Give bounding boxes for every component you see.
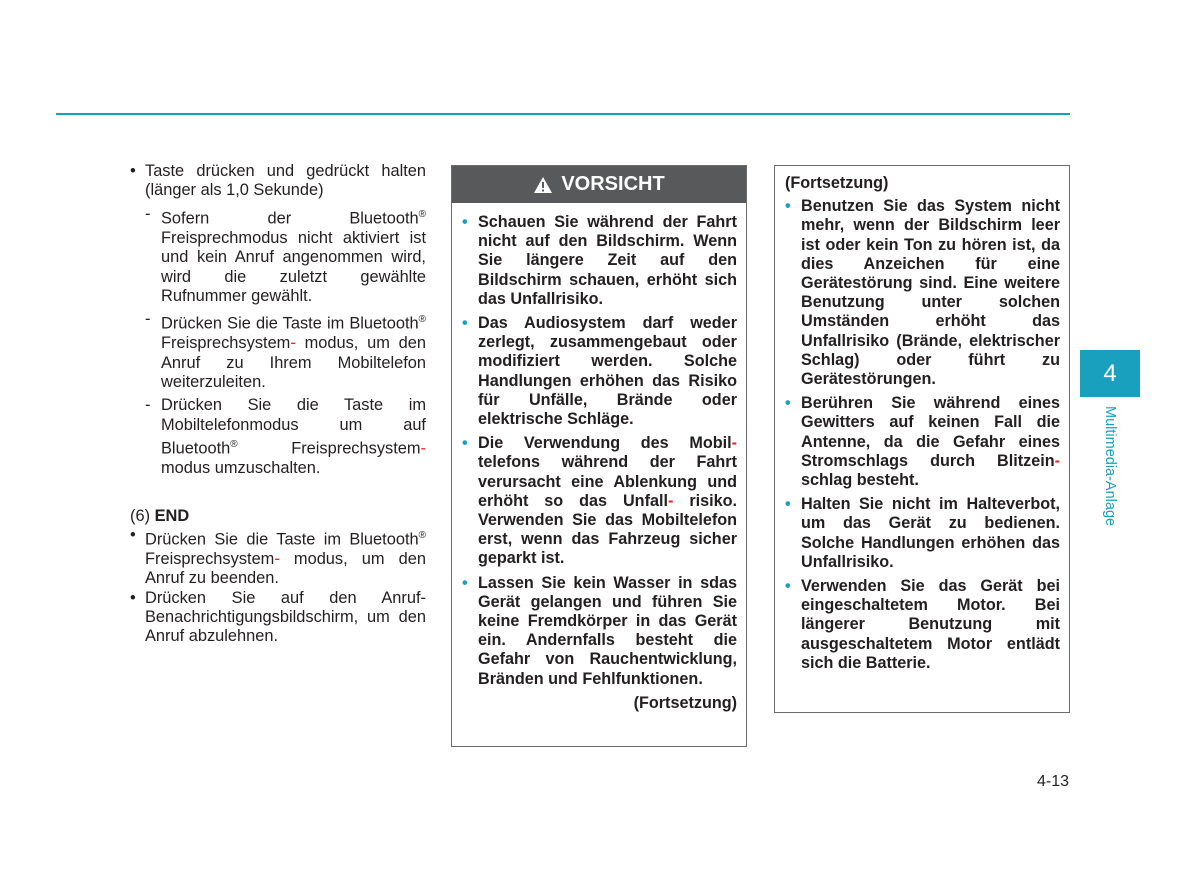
- hyphen-mark: -: [274, 549, 280, 568]
- section-heading: [130, 507, 426, 526]
- sub-item-text: modus, um den Anruf zu Ihrem Mobiltelefon weiterzuleiten.: [161, 334, 426, 391]
- section-title: END: [154, 506, 190, 525]
- hyphen-mark: -: [667, 491, 674, 510]
- warning-item: [785, 197, 1060, 389]
- registered-mark: ®: [418, 314, 426, 326]
- page-number: 4-13: [1036, 773, 1069, 790]
- hyphen-mark: -: [420, 439, 426, 458]
- hyphen-mark: -: [1054, 451, 1060, 470]
- section-number: (6): [130, 506, 155, 525]
- warning-text: Berühren Sie während eines Gewitters auf keinen Fall die Antenne, da die Gefahr eines Stromschlags durch Blitzein: [801, 394, 1060, 470]
- sub-list-item: [130, 205, 426, 307]
- hyphen-mark: -: [731, 434, 737, 453]
- bullet-text: Freisprechsystem: [145, 549, 275, 568]
- warning-text: risiko. Verwenden Sie das Mobiltelefon erst, wenn das Fahrzeug sicher geparkt ist.: [478, 491, 737, 568]
- registered-mark: ®: [230, 439, 238, 451]
- bullet-marker: •: [785, 394, 791, 413]
- list-item: [130, 526, 426, 589]
- dash-marker: -: [145, 310, 151, 329]
- warning-text: telefons während der Fahrt verursacht eine Ablenkung und erhöht so das Unfall: [478, 453, 737, 510]
- warning-text: Schauen Sie während der Fahrt nicht auf den Bildschirm. Wenn Sie längere Zeit auf den Bildschirm schauen, erhöht sich das Unfallrisiko.: [478, 213, 737, 308]
- sub-item-text: Sofern der Bluetooth: [161, 209, 419, 228]
- chapter-tab: [1080, 350, 1140, 397]
- warning-item: [462, 574, 737, 689]
- continued-note: (Fortsetzung): [633, 693, 737, 712]
- bullet-text: Taste drücken und gedrückt halten (länger als 1,0 Sekunde): [145, 162, 426, 200]
- warning-text: schlag besteht.: [801, 471, 919, 490]
- hyphen-mark: -: [290, 334, 296, 353]
- sub-item-text: Freisprechsystem: [237, 439, 421, 458]
- warning-text: Lassen Sie kein Wasser in sdas Gerät gelangen und führen Sie keine Fremdkörper in das Gerät ein. Andernfalls besteht die Gefahr von Rauchentwicklung, Bränden und Fehlfunktionen.: [478, 573, 737, 688]
- caution-title: VORSICHT: [561, 173, 665, 195]
- bullet-marker: •: [462, 434, 468, 453]
- instructions-column: [130, 162, 426, 647]
- bullet-text: Drücken Sie auf den Anruf-Benachrichtigungsbildschirm, um den Anruf abzulehnen.: [145, 588, 426, 646]
- bullet-marker: •: [785, 495, 791, 514]
- registered-mark: ®: [418, 208, 426, 220]
- sub-item-text: Freisprechmodus nicht aktiviert ist und kein Anruf angenommen wird, wird die zuletzt gewählte Rufnummer gewählt.: [161, 228, 426, 305]
- sub-list-item: [130, 310, 426, 392]
- header-rule: [56, 113, 1070, 115]
- list-item: [130, 162, 426, 201]
- chapter-number: 4: [1103, 359, 1117, 387]
- sub-list-item: [130, 396, 426, 478]
- bullet-marker: •: [462, 213, 468, 231]
- sub-item-text: Drücken Sie die Taste im Mobiltelefonmodus um auf Bluetooth: [161, 396, 426, 458]
- registered-mark: ®: [418, 529, 426, 541]
- sub-item-text: Freisprechsystem: [161, 334, 291, 353]
- chapter-label: [1100, 406, 1120, 556]
- warning-text: Verwenden Sie das Gerät bei eingeschaltetem Motor. Bei längerer Benutzung mit ausgeschaltetem Motor entlädt sich die Batterie.: [801, 577, 1060, 672]
- bullet-marker: •: [462, 314, 468, 333]
- bullet-marker: •: [462, 573, 468, 592]
- caution-body: [452, 203, 746, 713]
- continuation-heading: (Fortsetzung): [785, 174, 889, 192]
- warning-item: [462, 213, 737, 309]
- sub-item-text: modus umzuschalten.: [161, 459, 321, 478]
- dash-marker: -: [145, 396, 151, 415]
- caution-box: [451, 165, 747, 747]
- dash-marker: -: [145, 204, 151, 223]
- caution-header: [452, 166, 746, 203]
- warning-item: [462, 434, 737, 568]
- chapter-label-text: Multimedia-Anlage: [1102, 406, 1118, 527]
- warning-text: Das Audiosystem darf weder zerlegt, zusammengebaut oder modifiziert werden. Solche Handlungen erhöhen das Risiko für Unfälle, Brände oder elektrische Schläge.: [478, 314, 737, 429]
- bullet-text: modus, um den Anruf zu beenden.: [145, 549, 426, 588]
- warning-item: [785, 394, 1060, 490]
- list-item: [130, 589, 426, 647]
- warning-triangle-icon: [533, 176, 553, 194]
- caution-continuation-box: [774, 165, 1070, 713]
- continuation-body: [775, 166, 1069, 673]
- warning-item: [785, 577, 1060, 673]
- bullet-marker: •: [785, 197, 791, 216]
- bullet-marker: •: [785, 577, 791, 596]
- warning-text: Halten Sie nicht im Halteverbot, um das Gerät zu bedienen. Solche Handlungen erhöhen das Unfallrisiko.: [801, 495, 1060, 571]
- bullet-text: Drücken Sie die Taste im Bluetooth: [145, 530, 419, 549]
- sub-item-text: Drücken Sie die Taste im Bluetooth: [161, 314, 419, 333]
- warning-item: [462, 314, 737, 429]
- warning-text: Benutzen Sie das System nicht mehr, wenn der Bildschirm leer ist oder kein Ton zu hören ist, da dies Anzeichen für eine Gerätestörung sind. Eine weitere Benutzung unter solchen Umständen erhöht das Unfallrisiko (Brände, elektrischer Schlag) oder führt zu Gerätestörungen.: [801, 197, 1060, 389]
- warning-text: Die Verwendung des Mobil: [478, 434, 732, 453]
- warning-item: [785, 495, 1060, 572]
